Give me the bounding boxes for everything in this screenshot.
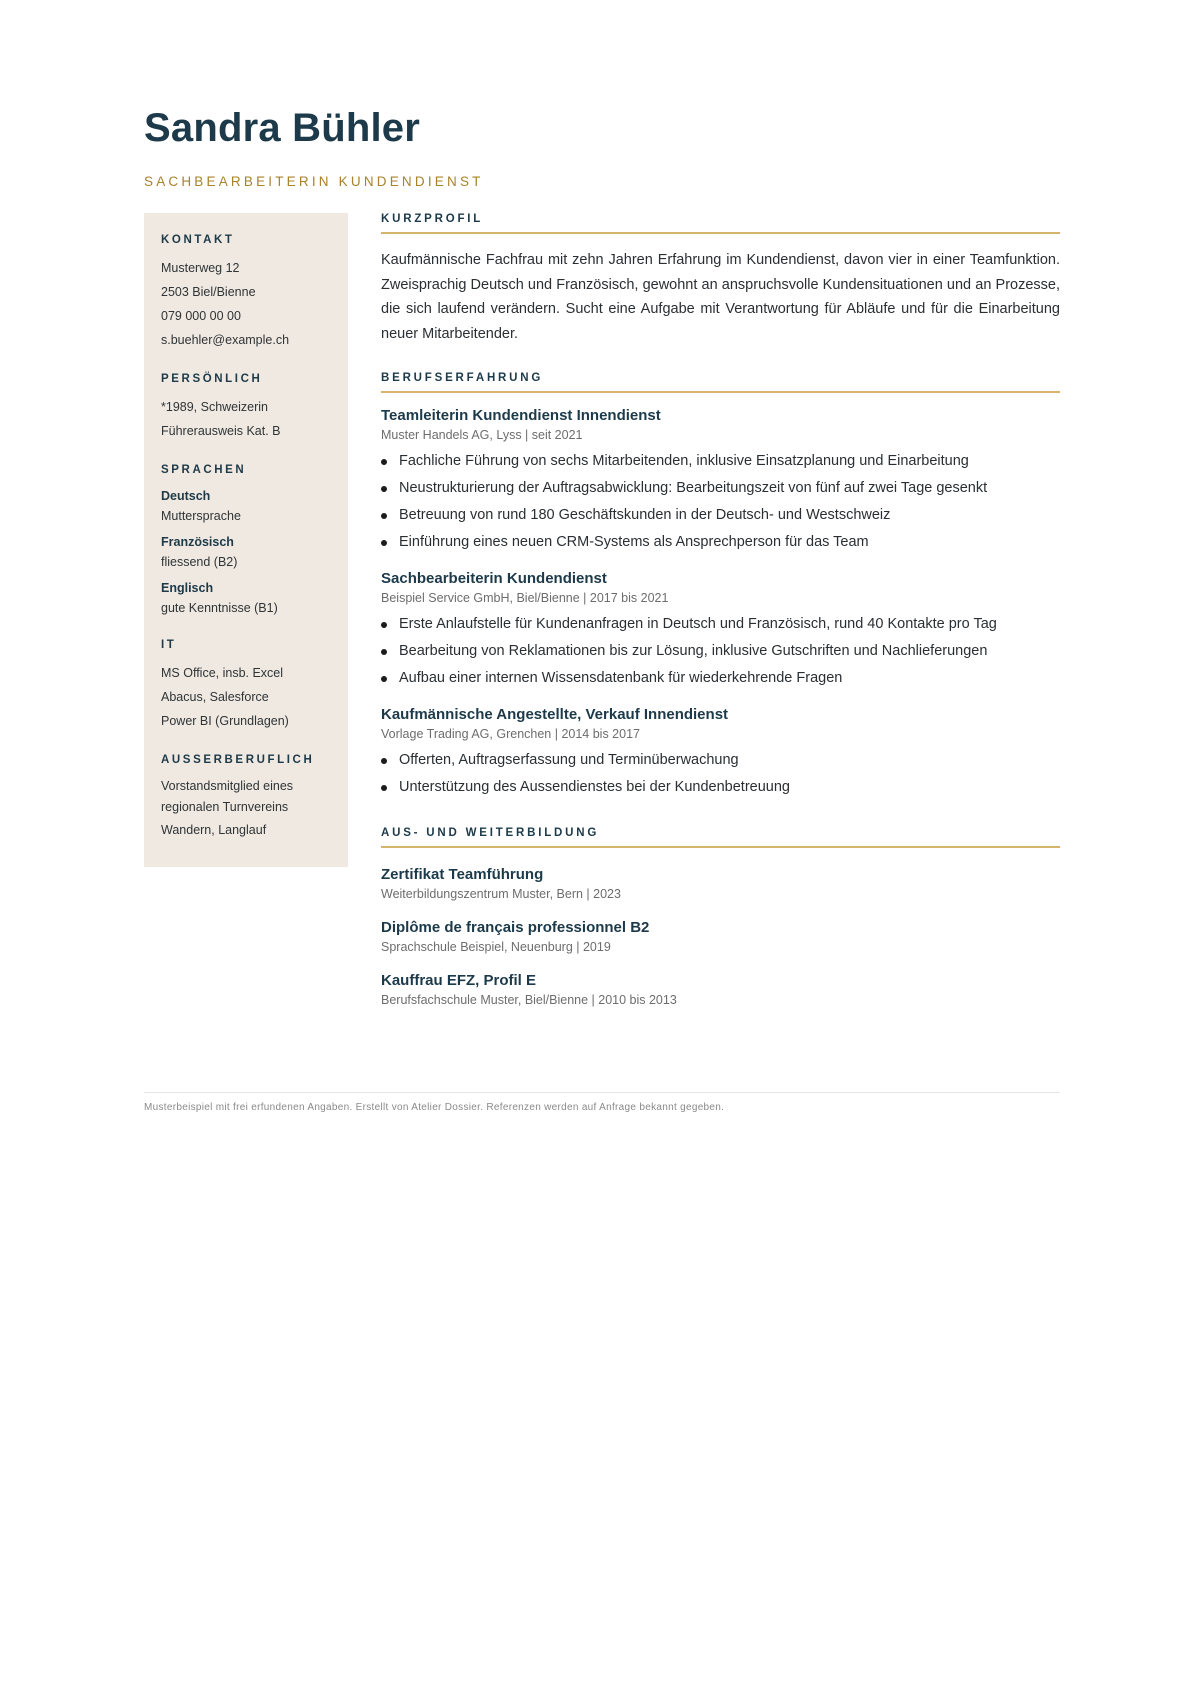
job-bullets: [381, 747, 1060, 801]
job-title: Teamleiterin Kundendienst Innendienst: [381, 407, 661, 424]
language-level: gute Kenntnisse (B1): [161, 601, 278, 615]
address-city: 2503 Biel/Bienne: [161, 285, 256, 299]
education-meta: Weiterbildungszentrum Muster, Bern | 2023: [381, 887, 621, 901]
language-name: Deutsch: [161, 489, 211, 503]
phone-number: 079 000 00 00: [161, 309, 241, 323]
sidebar-section-ausserberuflich: [161, 754, 334, 842]
sidebar-section-persoenlich: [161, 373, 334, 443]
education-entry: [381, 866, 1060, 901]
email-address: s.buehler@example.ch: [161, 333, 290, 347]
job-meta: Beispiel Service GmbH, Biel/Bienne | 2017 bis 2021: [381, 591, 669, 605]
language-name: Englisch: [161, 581, 214, 595]
bullet-item: Unterstützung des Aussendienstes bei der Kundenbetreuung: [381, 774, 1060, 801]
section-berufserfahrung: [381, 372, 1060, 801]
sidebar-heading-persoenlich: PERSÖNLICH: [161, 373, 263, 385]
language-level: fliessend (B2): [161, 555, 238, 569]
job-meta: Muster Handels AG, Lyss | seit 2021: [381, 428, 583, 442]
main-column: [381, 213, 1060, 1007]
job-bullets: [381, 448, 1060, 556]
education-meta: Berufsfachschule Muster, Biel/Bienne | 2010 bis 2013: [381, 993, 677, 1007]
hobby-line: regionalen Turnvereins: [161, 800, 289, 814]
bullet-item: Bearbeitung von Reklamationen bis zur Lösung, inklusive Gutschriften und Nachlieferungen: [381, 638, 1060, 665]
section-ausbildung: [381, 827, 1060, 1007]
bullet-item: Einführung eines neuen CRM-Systems als Ansprechperson für das Team: [381, 529, 1060, 556]
education-title: Diplôme de français professionnel B2: [381, 919, 650, 936]
section-heading-berufserfahrung: BERUFSERFAHRUNG: [381, 372, 1060, 393]
bullet-item: Fachliche Führung von sechs Mitarbeitenden, inklusive Einsatzplanung und Einarbeitung: [381, 448, 1060, 475]
it-skill: Abacus, Salesforce: [161, 690, 269, 704]
education-meta: Sprachschule Beispiel, Neuenburg | 2019: [381, 940, 611, 954]
bullet-item: Aufbau einer internen Wissensdatenbank für wiederkehrende Fragen: [381, 665, 1060, 692]
section-heading-kurzprofil: KURZPROFIL: [381, 213, 1060, 234]
bullet-item: Offerten, Auftragserfassung und Terminüberwachung: [381, 747, 1060, 774]
sidebar-section-kontakt: [161, 234, 334, 352]
sidebar-heading-kontakt: KONTAKT: [161, 234, 235, 246]
job-title: Sachbearbeiterin Kundendienst: [381, 570, 607, 587]
drivers-license: Führerausweis Kat. B: [161, 424, 281, 438]
job-bullets: [381, 611, 1060, 692]
sidebar: [144, 213, 348, 867]
job-title: Kaufmännische Angestellte, Verkauf Innendienst: [381, 706, 729, 723]
bullet-item: Betreuung von rund 180 Geschäftskunden in der Deutsch- und Westschweiz: [381, 502, 1060, 529]
section-kurzprofil: [381, 213, 1060, 346]
address-street: Musterweg 12: [161, 261, 240, 275]
it-skill: Power BI (Grundlagen): [161, 714, 289, 728]
footer-note: Musterbeispiel mit frei erfundenen Angaben. Erstellt von Atelier Dossier. Referenzen werden auf Anfrage bekannt gegeben.: [144, 1102, 725, 1113]
candidate-role: SACHBEARBEITERIN KUNDENDIENST: [144, 174, 484, 189]
sidebar-section-sprachen: [161, 464, 334, 618]
hobby-line: Vorstandsmitglied eines: [161, 779, 294, 793]
job-entry: [381, 706, 1060, 801]
sidebar-heading-it: IT: [161, 639, 177, 651]
section-heading-ausbildung: AUS- UND WEITERBILDUNG: [381, 827, 1060, 848]
education-entry: [381, 972, 1060, 1007]
job-entry: [381, 570, 1060, 692]
education-entry: [381, 919, 1060, 954]
candidate-name: Sandra Bühler: [144, 106, 420, 150]
hobby-line: Wandern, Langlauf: [161, 823, 267, 837]
bullet-item: Erste Anlaufstelle für Kundenanfragen in Deutsch und Französisch, rund 40 Kontakte pro Tag: [381, 611, 1060, 638]
education-title: Zertifikat Teamführung: [381, 866, 544, 883]
birth-nationality: *1989, Schweizerin: [161, 400, 269, 414]
language-level: Muttersprache: [161, 509, 241, 523]
footer-divider: [144, 1092, 1060, 1093]
profile-summary: Kaufmännische Fachfrau mit zehn Jahren Erfahrung im Kundendienst, davon vier in einer Teamfunktion. Zweisprachig Deutsch und Französisch, gewohnt an anspruchsvolle Kundensituationen und an Prozesse, die sich laufend verändern. Sucht eine Aufgabe mit Verantwortung für Abläufe und für die Einarbeitung neuer Mitarbeitender.: [381, 252, 1060, 342]
language-name: Französisch: [161, 535, 234, 549]
education-title: Kauffrau EFZ, Profil E: [381, 972, 537, 989]
job-entry: [381, 407, 1060, 556]
it-skill: MS Office, insb. Excel: [161, 666, 284, 680]
bullet-item: Neustrukturierung der Auftragsabwicklung: Bearbeitungszeit von fünf auf zwei Tage gesenkt: [381, 475, 1060, 502]
sidebar-heading-sprachen: SPRACHEN: [161, 464, 247, 476]
job-meta: Vorlage Trading AG, Grenchen | 2014 bis 2017: [381, 727, 640, 741]
sidebar-section-it: [161, 639, 334, 733]
sidebar-heading-ausserberuflich: AUSSERBERUFLICH: [161, 754, 315, 766]
